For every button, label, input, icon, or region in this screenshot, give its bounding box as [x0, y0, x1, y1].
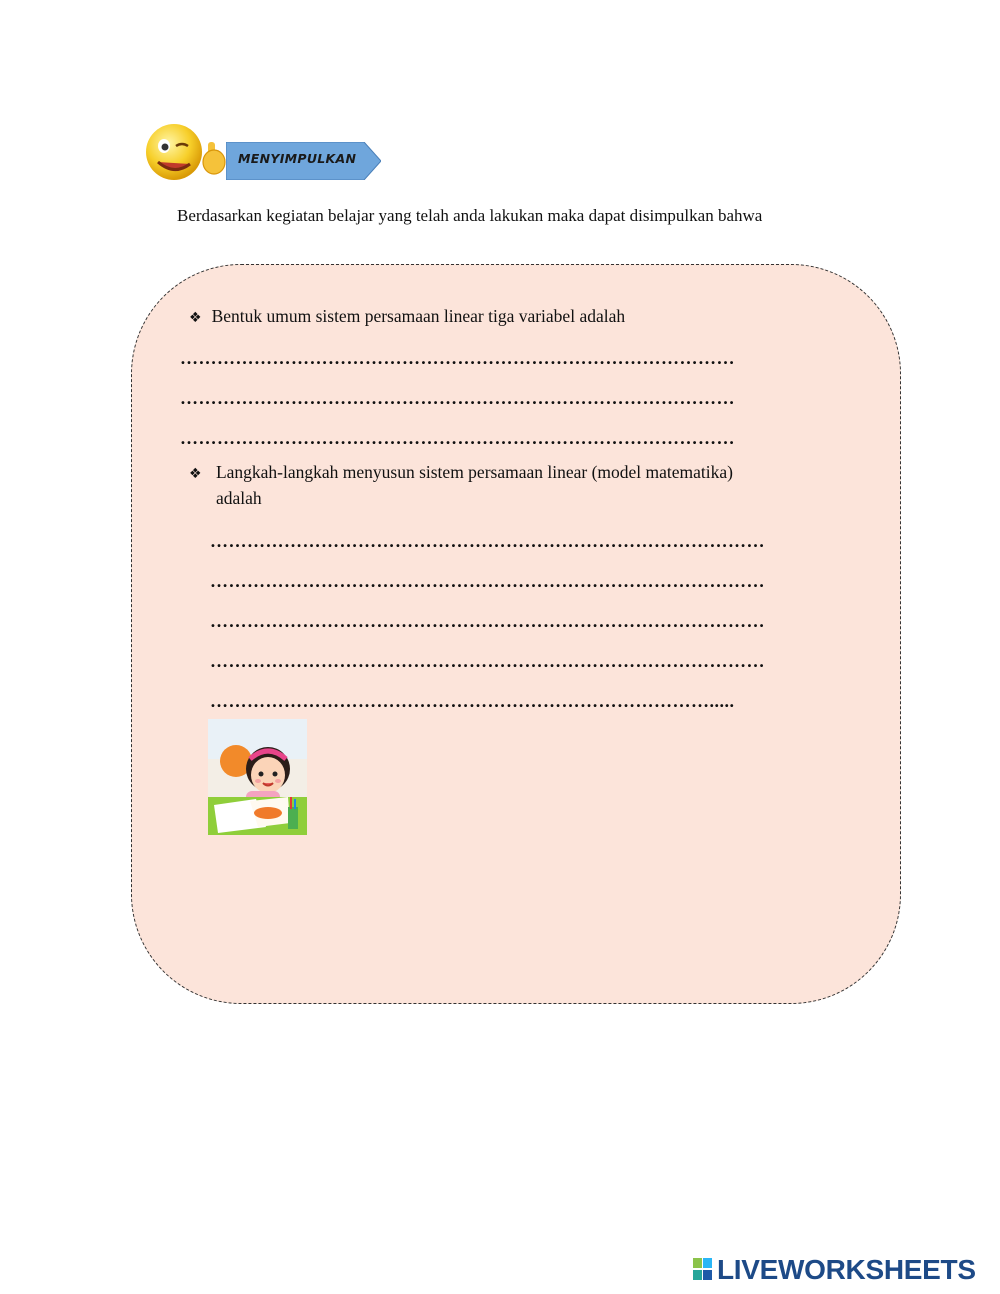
bullet-icon: ❖	[189, 310, 202, 326]
answer-line[interactable]: ………………………………………………………………………………	[210, 531, 765, 551]
question-2-text: Langkah-langkah menyusun sistem persamaan linear (model matematika)	[215, 462, 733, 482]
answer-line[interactable]: ………………………………………………………………………………	[210, 571, 765, 591]
answer-line[interactable]: ………………………………………………………………………………	[210, 611, 765, 631]
answer-line[interactable]: ………………………………………………………………………………	[180, 388, 735, 408]
smiley-thumbs-up-icon	[142, 118, 232, 188]
answer-line[interactable]: ……………………………………………………………………….....	[210, 691, 735, 711]
girl-drawing-illustration	[208, 719, 307, 835]
bullet-icon: ❖	[189, 466, 202, 482]
banner-label: MENYIMPULKAN	[238, 151, 357, 166]
answer-line[interactable]: ………………………………………………………………………………	[180, 348, 735, 368]
logo-text: LIVEWORKSHEETS	[717, 1254, 976, 1285]
question-2-text-cont: adalah	[216, 488, 262, 508]
question-1-text: Bentuk umum sistem persamaan linear tiga variabel adalah	[211, 306, 626, 326]
answer-line[interactable]: ………………………………………………………………………………	[210, 651, 765, 671]
section-header	[142, 118, 392, 190]
answer-line[interactable]: ………………………………………………………………………………	[180, 428, 735, 448]
answer-box	[131, 264, 901, 1004]
intro-text: Berdasarkan kegiatan belajar yang telah anda lakukan maka dapat disimpulkan bahwa	[177, 206, 763, 225]
logo-cubes-icon	[693, 1258, 713, 1282]
question-2	[189, 460, 829, 510]
question-1	[189, 304, 625, 330]
